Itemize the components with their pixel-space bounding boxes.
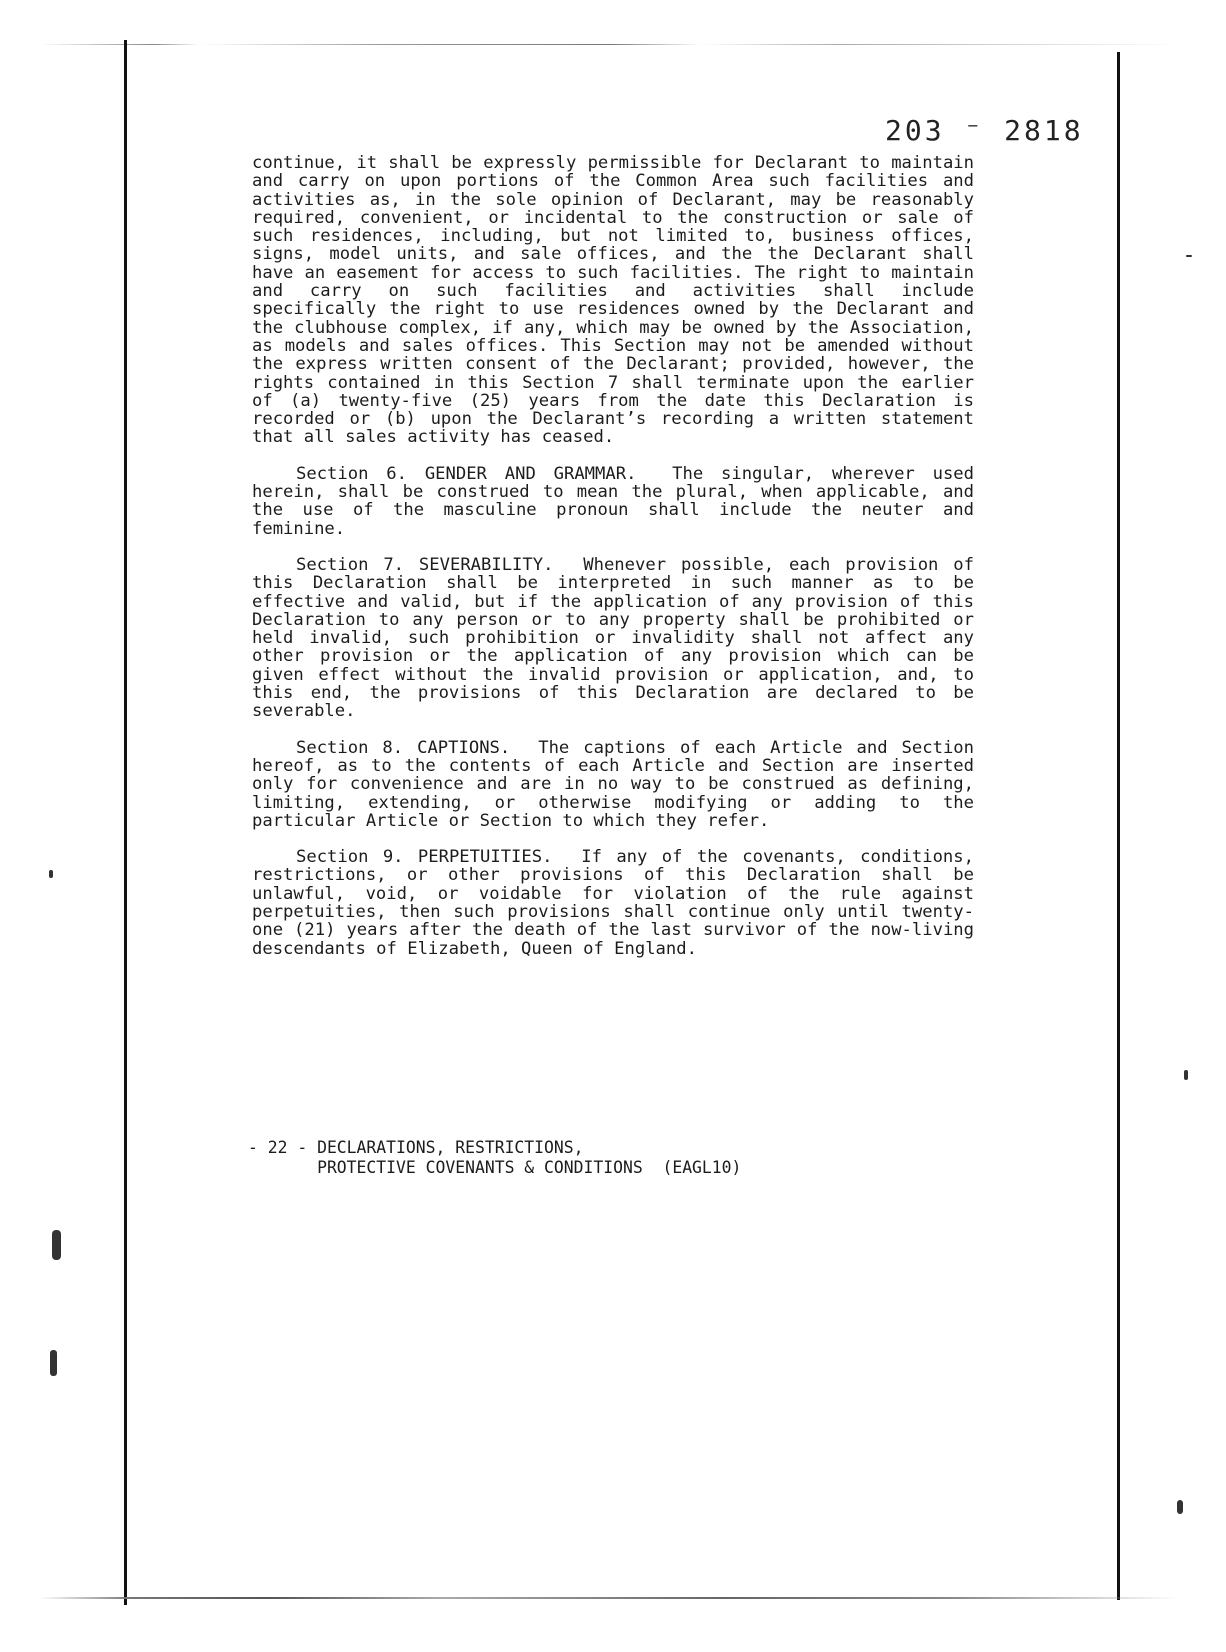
scan-speck bbox=[50, 1350, 57, 1376]
scan-speck bbox=[52, 1230, 61, 1260]
footer-line-2: PROTECTIVE COVENANTS & CONDITIONS (EAGL10) bbox=[248, 1158, 742, 1177]
scan-edge-bottom bbox=[40, 1597, 1180, 1599]
scan-border-left bbox=[124, 40, 127, 1605]
document-body bbox=[252, 154, 974, 976]
paragraph-text: Whenever possible, each provision of this Declaration shall be interpreted in such manner as to be effective and valid, but if the application of any provision of this Declaration to any person or to any property shall be prohibited or held invalid, such prohibition or invalidity shall not affect any other provision or the application of any provision which can be given effect without the invalid provision or application, and, to this end, the provisions of this Declaration are declared to be severable. bbox=[252, 554, 974, 722]
section-heading: Section 7. SEVERABILITY. bbox=[296, 554, 554, 575]
paragraph-section-8 bbox=[252, 739, 974, 830]
footer-line-1: - 22 - DECLARATIONS, RESTRICTIONS, bbox=[248, 1138, 584, 1157]
scan-speck bbox=[1177, 1500, 1183, 1514]
page-footer bbox=[248, 1138, 741, 1178]
paragraph-continuation bbox=[252, 154, 974, 447]
paragraph-section-9 bbox=[252, 848, 974, 958]
section-heading: Section 8. CAPTIONS. bbox=[296, 737, 511, 758]
paragraph-section-6 bbox=[252, 465, 974, 538]
scan-speck bbox=[1184, 1070, 1188, 1080]
scan-speck bbox=[1186, 255, 1192, 257]
scan-speck bbox=[49, 870, 53, 878]
paragraph-text: continue, it shall be expressly permissible for Declarant to maintain and carry on upon portions of the Common Area such facilities and activities as, in the sole opinion of Declarant, may be reasonably required, convenient, or incidental to the construction or sale of such residences, including, but not limited to, business offices, signs, model units, and sale offices, and the the Declarant shall have an easement for access to such facilities. The right to maintain and carry on such facilities and activities shall include specifically the right to use residences owned by the Declarant and the clubhouse complex, if any, which may be owned by the Association, as models and sales offices. This Section may not be amended without the express written consent of the Declarant; provided, however, the rights contained in this Section 7 shall terminate upon the earlier of (a) twenty-five (25) years from the date this Declaration is recorded or (b) upon the Declarant’s recording a written statement that all sales activity has ceased. bbox=[252, 153, 974, 448]
paragraph-section-7 bbox=[252, 556, 974, 721]
paragraph-text: The captions of each Article and Section hereof, as to the contents of each Article and Section are inserted only for convenience and are in no way to be construed as defining, limiting, extending, or otherwise modifying or adding to the particular Article or Section to which they refer. bbox=[252, 737, 974, 831]
paragraph-text: If any of the covenants, conditions, restrictions, or other provisions of this Declaration shall be unlawful, void, or voidable for violation of the rule against perpetuities, then such provisions shall continue only until twenty-one (21) years after the death of the last survivor of the now-living descendants of Elizabeth, Queen of England. bbox=[252, 847, 974, 959]
scan-border-right bbox=[1117, 52, 1120, 1600]
paragraph-text: The singular, wherever used herein, shall be construed to mean the plural, when applicable, and the use of the masculine pronoun shall include the neuter and feminine. bbox=[252, 463, 975, 539]
book-page-number: 203 ⁻ 2818 bbox=[885, 114, 1084, 147]
scan-edge-top bbox=[40, 44, 1180, 45]
section-heading: Section 6. GENDER AND GRAMMAR. bbox=[296, 463, 637, 484]
section-heading: Section 9. PERPETUITIES. bbox=[296, 847, 553, 868]
